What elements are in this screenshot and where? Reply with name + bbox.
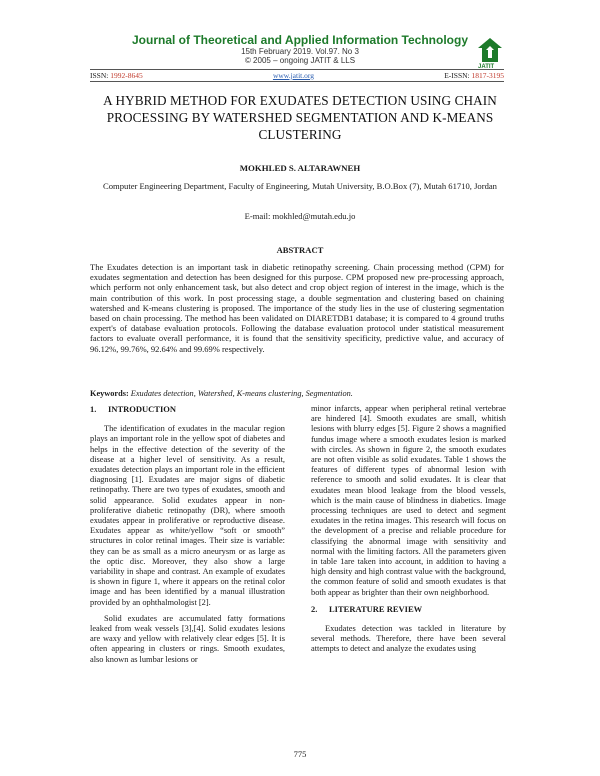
eissn: E-ISSN: 1817-3195 xyxy=(444,71,504,80)
paragraph: Exudates detection was tackled in literature by several methods. Therefore, there have been several attempts to detect and analyze the exudates using xyxy=(311,624,506,654)
section-heading-literature-review: 2. LITERATURE REVIEW xyxy=(311,603,423,614)
section-heading-introduction: 1. INTRODUCTION xyxy=(90,404,177,414)
paragraph: Solid exudates are accumulated fatty formations leaked from weak vessels [3],[4]. Solid exudates lesions are waxy and yellow with relatively clear edges [5]. It is often appearing in clusters or rings. Smooth exudates, also known as lumbar lesions or xyxy=(90,613,285,664)
issn-row xyxy=(90,71,504,80)
page-number: 775 xyxy=(293,749,307,759)
author-affiliation: Computer Engineering Department, Faculty of Engineering, Mutah University, B.O.Box (7), Mutah 61710, Jordan xyxy=(103,181,497,191)
issn: ISSN: 1992-8645 xyxy=(90,71,143,80)
abstract-heading: ABSTRACT xyxy=(276,245,324,255)
journal-title: Journal of Theoretical and Applied Information Technology xyxy=(131,33,469,47)
paragraph: The identification of exudates in the macular region plays an important role in the yellow spot of diabetes and helps in the effective detection of the severity of the disease at a higher level of sensitivity. As a result, exudates detection plays an important role in the efficient diagnosing [1]. Exudates are major signs of diabetic retinopathy. There are two types of exudates, smooth and solid appearance. Solid exudates appear in non-proliferative diabetic retinopathy (DR), where smooth exudates appear in proliferative or reproductive disease. Exudates appear as white/yellow “soft or smooth” structures in color retinal images. Their size is variable: they can be as small as a micro aneurysm or as large as the optic disc. Moreover, they also show a large variability in shape and contrast. An example of exudates is shown in figure 1, where it appears on the retinal color image and has been identified by a manual illustration provided by an ophthalmologist [2]. xyxy=(90,424,285,607)
logo-label: JATIT xyxy=(478,64,495,70)
abstract-text: The Exudates detection is an important task in diabetic retinopathy screening. Chain processing method (CPM) for exudates segmentation and detection has been designed for this purpose. CPM proposed new pre-processing approach, which perform not only enhancement task, but also detect and crop object region of interest in the image, which is the main contribution of this work. In post processing stage, a double segmentation and clustering based on chaining watershed and K-means clustering is proposed. The importance of the study lies in the use of clustering segmentation based on chain processing. The method has been validated on DIARETDB1 database; it is compared to 4 ground truths expert's of database evaluation protocols. Following the database evaluation protocol under statistical measurement factors to evaluate overall performance, it is found that the sensitivity specificity, predictive value, and accuracy of 96.12%, 99.76%, 92.64% and 99.69% respectively. xyxy=(90,262,504,354)
right-column xyxy=(311,404,506,661)
keywords: Keywords: Exudates detection, Watershed, K-means clustering, Segmentation. xyxy=(90,389,353,398)
website-link[interactable]: www.jatit.org xyxy=(272,71,314,80)
copyright-line: © 2005 – ongoing JATIT & LLS xyxy=(244,56,356,65)
header-rule-top xyxy=(90,69,504,70)
jatit-logo-icon xyxy=(476,36,504,66)
paragraph: minor infarcts, appear when peripheral retinal vertebrae are hindered [4]. Smooth exudates are small, whitish lesions with blurry edges [5]. Figure 2 shows a magnified fundus image where a smooth exudates lesion is marked with circles. As shown in figure 2, the smooth exudates are not often visible as solid exudates. Table 1 shows the features of different types of abnormal lesion with reference to smooth and solid exudates. It is clear that exudates mean blood leakage from the blood vessels, which is the main cause of blindness in diabetics. Image processing techniques are used to detect and segment exudates in the retina images. This research will focus on the development of a precise and reliable procedure for classifying the abnormal image with sensitivity and normal with the limiting factors. All the parameters given in table 1are taken into account, in addition to having a high density and high contrast value with the background, the common feature of solid and smooth exudates is that both appear as brighter than their own neighborhood. xyxy=(311,404,506,597)
paper-title: A HYBRID METHOD FOR EXUDATES DETECTION USING CHAIN PROCESSING BY WATERSHED SEGMENTATION AND K-MEANS CLUSTERING xyxy=(103,93,497,142)
author-email: E-mail: mokhled@mutah.edu.jo xyxy=(244,211,356,221)
header-rule-bottom xyxy=(90,81,504,82)
author-name: MOKHLED S. ALTARAWNEH xyxy=(239,163,361,173)
left-column xyxy=(90,404,285,671)
issue-date: 15th February 2019. Vol.97. No 3 xyxy=(241,47,359,56)
